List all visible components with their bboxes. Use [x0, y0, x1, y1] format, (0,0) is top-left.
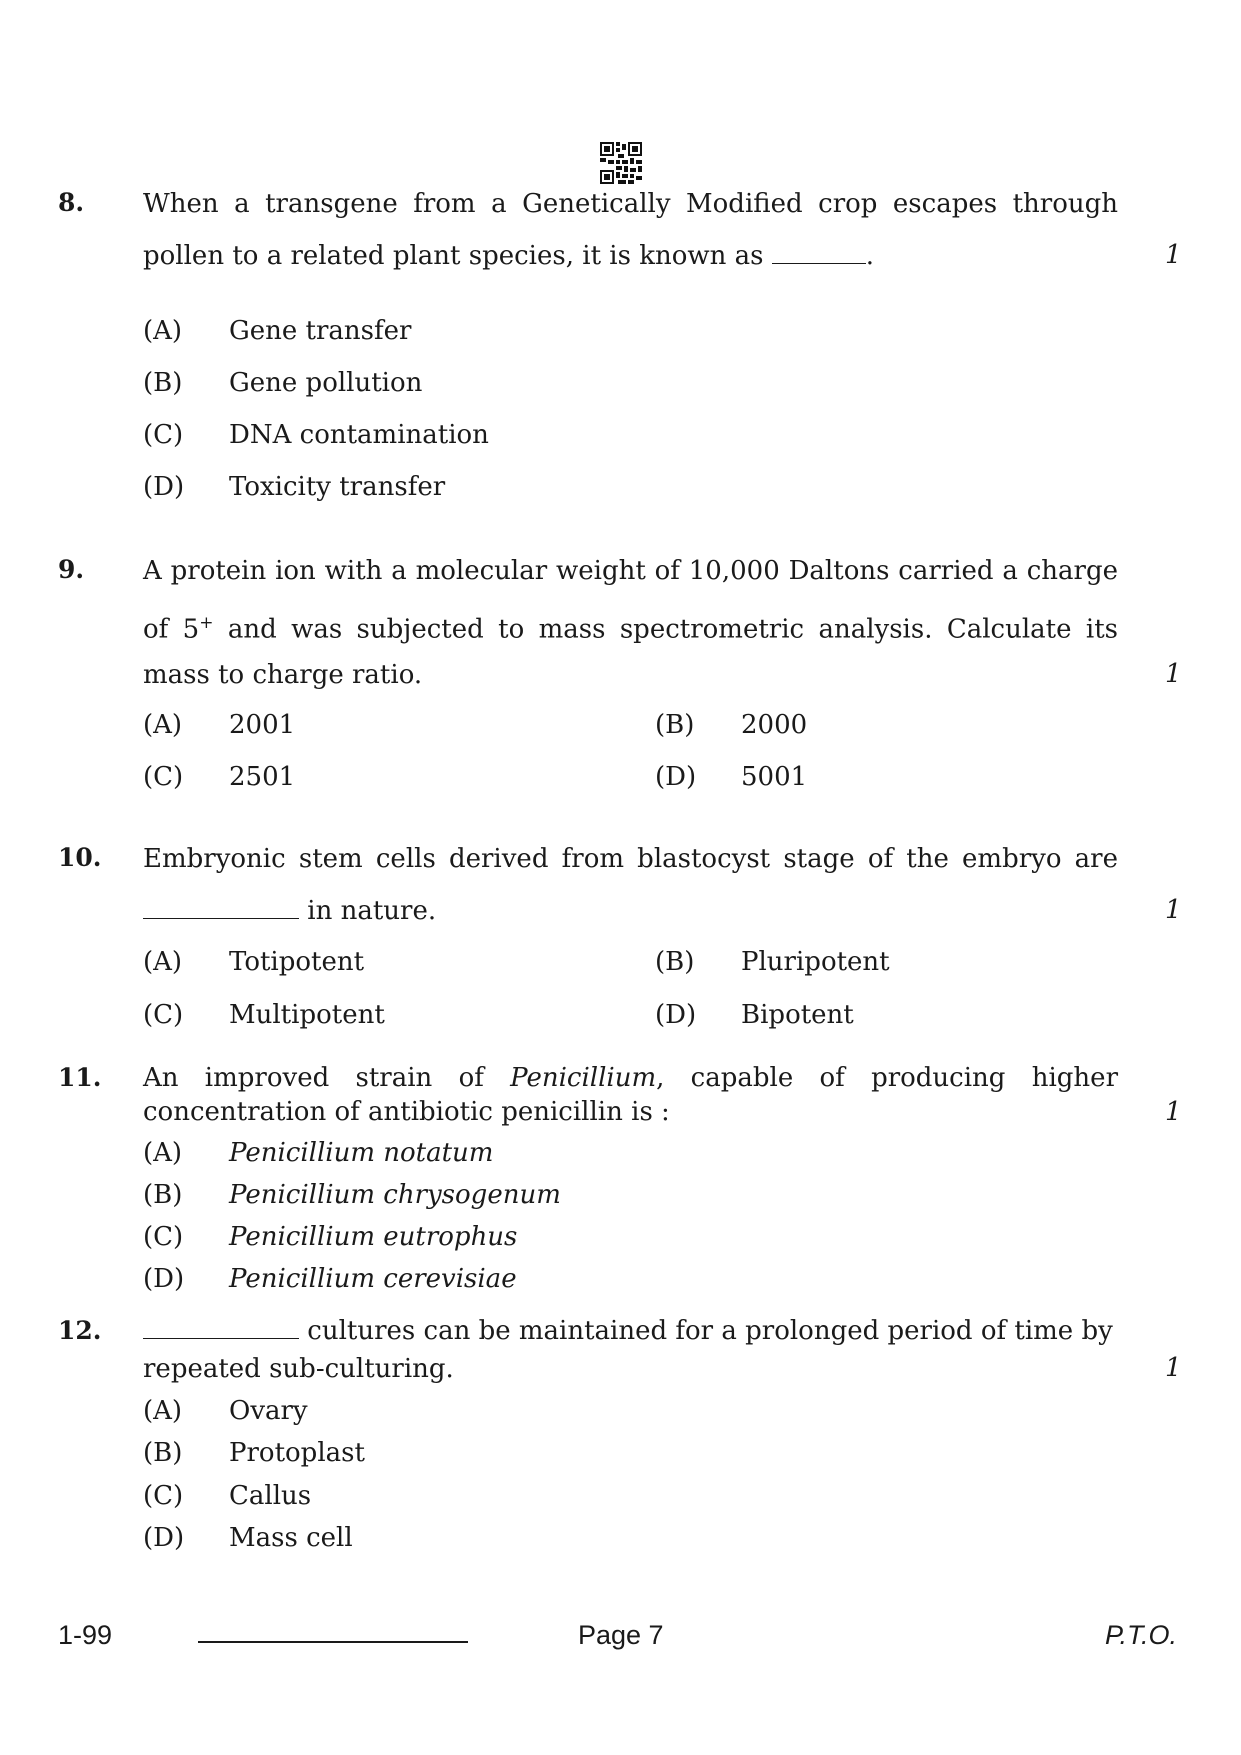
question-text-line: A protein ion with a molecular weight of 10,000 Daltons carried a charge [143, 556, 1118, 586]
paper-code: 1-99 [58, 1620, 113, 1650]
page-number: Page 7 [578, 1620, 664, 1650]
pto-label: P.T.O. [1105, 1620, 1178, 1650]
question-text-line: repeated sub-culturing. [143, 1354, 454, 1384]
question-text-line: pollen to a related plant species, it is known as . [143, 241, 875, 271]
question-text-line: of 5+ and was subjected to mass spectrometric analysis. Calculate its [143, 613, 1118, 645]
question-number: 10. [58, 843, 102, 872]
question-text-line: When a transgene from a Genetically Modified crop escapes through [143, 189, 1118, 219]
marks-label: 1 [1165, 659, 1182, 689]
question-number: 8. [58, 188, 85, 217]
question-text-line: An improved strain of Penicillium, capable of producing higher [143, 1063, 1118, 1093]
question-text-line: Embryonic stem cells derived from blastocyst stage of the embryo are [143, 844, 1118, 874]
marks-label: 1 [1165, 895, 1182, 925]
question-text-line: mass to charge ratio. [143, 660, 423, 690]
marks-label: 1 [1165, 240, 1182, 270]
question-number: 9. [58, 555, 85, 584]
question-text-line: in nature. [143, 885, 1118, 937]
question-text-line: concentration of antibiotic penicillin is : [143, 1097, 670, 1127]
question-text-line: cultures can be maintained for a prolonged period of time by [143, 1313, 1118, 1349]
answer-blank [143, 1316, 299, 1339]
question-number: 12. [58, 1316, 102, 1345]
question-number: 11. [58, 1063, 102, 1092]
marks-label: 1 [1165, 1097, 1182, 1127]
answer-blank [772, 241, 866, 264]
answer-blank [143, 896, 299, 919]
marks-label: 1 [1165, 1353, 1182, 1383]
footer-divider [198, 1641, 468, 1643]
